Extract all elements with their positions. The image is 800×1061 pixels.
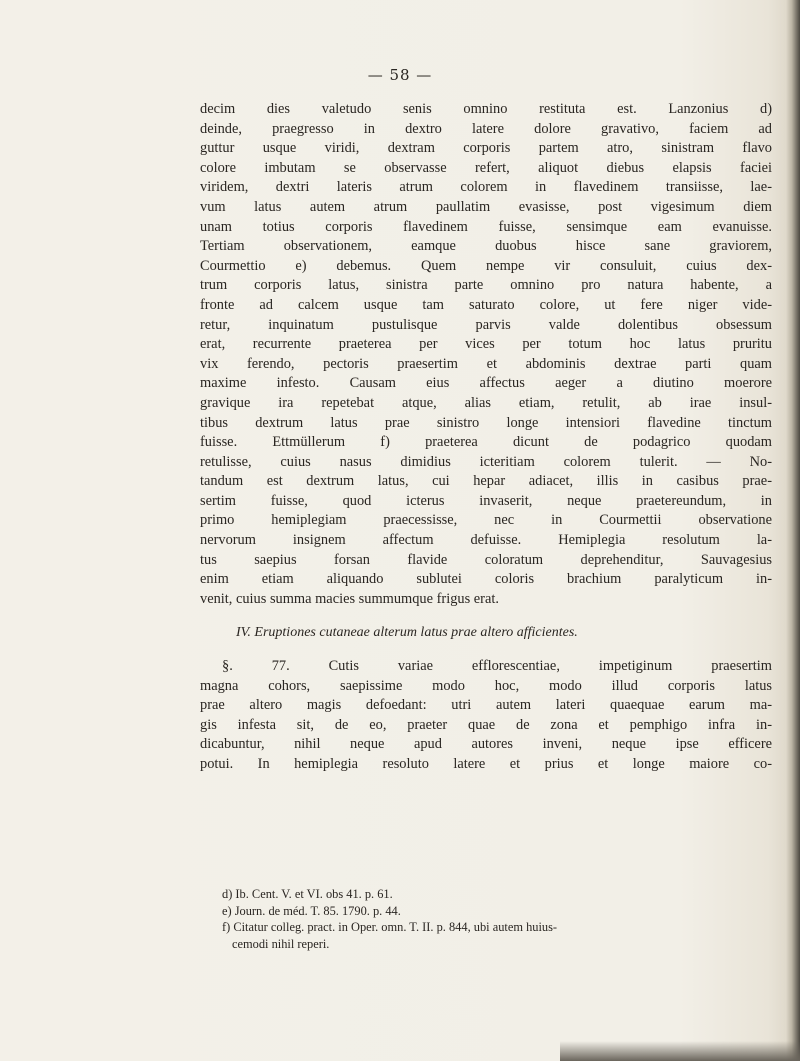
- body-line: vum latus autem atrum paullatim evasisse, post vigesimum diem: [200, 198, 772, 215]
- body-line: tandum est dextrum latus, cui hepar adiacet, illis in casibus prae-: [200, 473, 772, 490]
- body-line: fronte ad calcem usque tam saturato colore, ut fere niger vide-: [200, 296, 772, 313]
- body-line: tibus dextrum latus prae sinistro longe intensiori flavedine tinctum: [200, 414, 772, 431]
- footnote-f: f) Citatur colleg. pract. in Oper. omn. T. II. p. 844, ubi autem huius-: [222, 920, 558, 934]
- body-line: venit, cuius summa macies summumque frigus erat.: [200, 590, 499, 607]
- section-line: dicabuntur, nihil neque apud autores inveni, neque ipse efficere: [200, 736, 772, 753]
- body-line: unam totius corporis flavedinem fuisse, sensimque eam evanuisse.: [200, 218, 772, 235]
- page-bottom-shadow: [560, 1041, 800, 1061]
- page-edge-shadow: [786, 0, 800, 1061]
- section-line: gis infesta sit, de eo, praeter quae de zona et pemphigo infra in-: [200, 716, 772, 733]
- body-line: retur, inquinatum pustulisque parvis valde dolentibus obsessum: [200, 316, 772, 333]
- body-line: fuisse. Ettmüllerum f) praeterea dicunt de podagrico quodam: [200, 434, 772, 451]
- body-line: nervorum insignem affectum defuisse. Hemiplegia resolutum la-: [200, 532, 772, 549]
- footnote-d: d) Ib. Cent. V. et VI. obs 41. p. 61.: [222, 887, 393, 901]
- footnotes: [222, 886, 772, 952]
- body-line: trum corporis latus, sinistra parte omnino pro natura habente, a: [200, 277, 772, 294]
- body-line: primo hemiplegiam praecessisse, nec in Courmettii observatione: [200, 512, 772, 529]
- body-line: Tertiam observationem, eamque duobus hisce sane graviorem,: [200, 238, 772, 255]
- body-line: sertim fuisse, quod icterus invaserit, neque praetereundum, in: [200, 492, 772, 509]
- footnote-e: e) Journ. de méd. T. 85. 1790. p. 44.: [222, 903, 401, 918]
- body-line: retulisse, cuius nasus dimidius icteritiam colorem tulerit. — No-: [200, 453, 772, 470]
- body-line: colore imbutam se observasse refert, aliquot diebus elapsis faciei: [200, 159, 772, 176]
- body-line: decim dies valetudo senis omnino restituta est. Lanzonius d): [200, 101, 772, 117]
- body-line: gravique ira repetebat atque, alias etiam, retulit, ab irae insul-: [200, 394, 772, 411]
- section-heading: IV. Eruptiones cutaneae alterum latus prae altero afficientes.: [236, 625, 578, 641]
- section-line: §. 77. Cutis variae efflorescentiae, impetiginum praesertim: [222, 658, 772, 675]
- body-line: Courmettio e) debemus. Quem nempe vir consuluit, cuius dex-: [200, 257, 772, 274]
- body-line: tus saepius forsan flavide coloratum deprehenditur, Sauvagesius: [200, 551, 772, 568]
- body-line: deinde, praegresso in dextro latere dolore gravativo, faciem ad: [200, 120, 772, 137]
- body-line: erat, recurrente praeterea per vices per totum hoc latus pruritu: [200, 336, 772, 353]
- body-line: viridem, dextri lateris atrum colorem in flavedinem transiisse, lae-: [200, 179, 772, 196]
- page-number-header: — 58 —: [367, 66, 433, 84]
- section-line: magna cohors, saepissime modo hoc, modo illud corporis latus: [200, 677, 772, 694]
- body-line: guttur usque viridi, dextram corporis partem atro, sinistram flavo: [200, 140, 772, 157]
- section-line: prae altero magis defoedant: utri autem lateri quaequae earum ma-: [200, 697, 772, 714]
- main-text-block: [200, 100, 772, 775]
- footnote-f-continuation: cemodi nihil reperi.: [232, 936, 330, 951]
- body-line: maxime infesto. Causam eius affectus aeger a diutino moerore: [200, 375, 772, 392]
- section-line: potui. In hemiplegia resoluto latere et prius et longe maiore co-: [200, 756, 772, 772]
- body-line: vix ferendo, pectoris praesertim et abdominis dextrae parti quam: [200, 355, 772, 372]
- body-line: enim etiam aliquando sublutei coloris brachium paralyticum in-: [200, 571, 772, 588]
